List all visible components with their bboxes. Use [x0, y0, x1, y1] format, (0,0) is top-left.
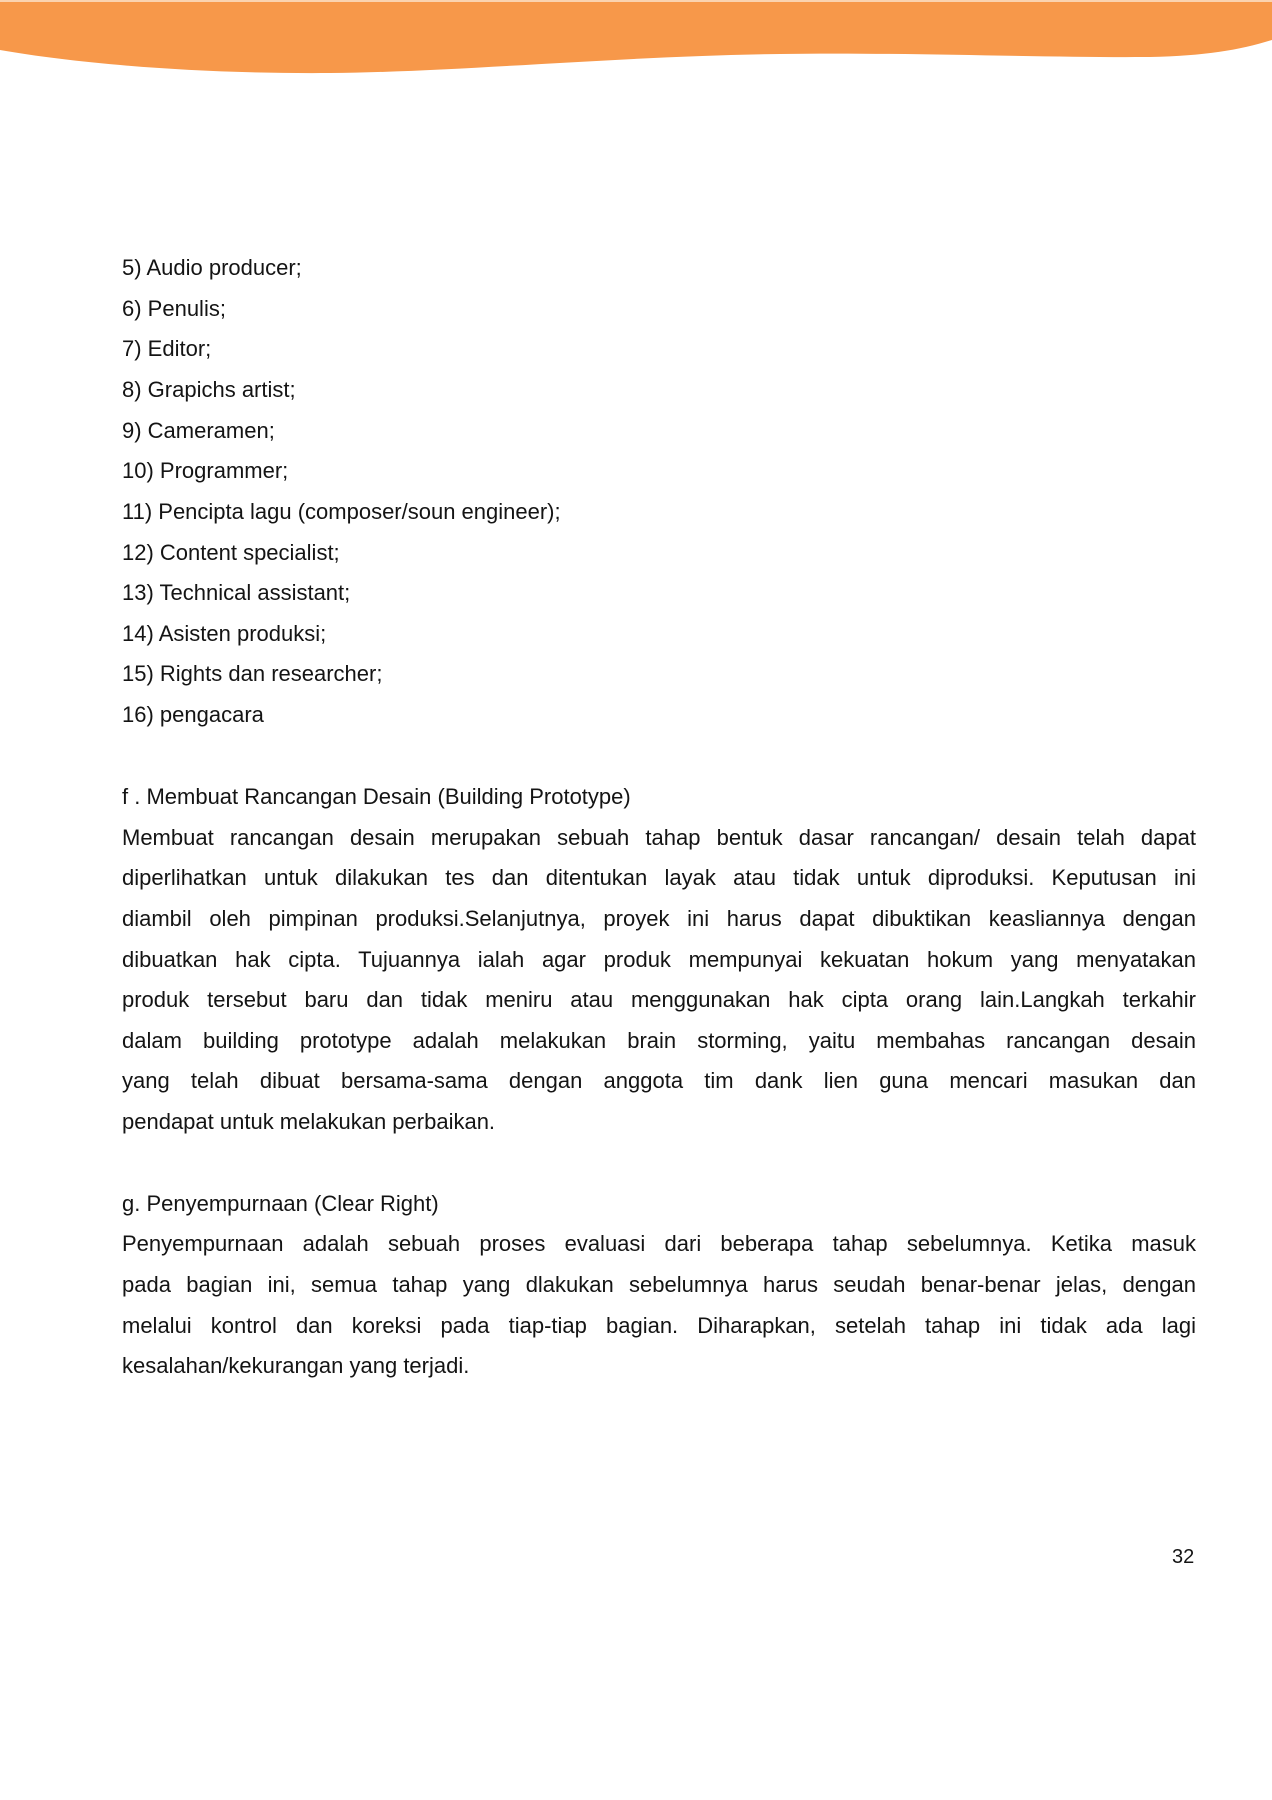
paragraph-line: pada bagian ini, semua tahap yang dlakukan sebelumnya harus seudah benar-benar jelas, dengan — [122, 1272, 1196, 1297]
header-wave-decoration — [0, 0, 1272, 80]
section-heading: f . Membuat Rancangan Desain (Building Prototype) — [122, 784, 631, 809]
paragraph-line: melalui kontrol dan koreksi pada tiap-tiap bagian. Diharapkan, setelah tahap ini tidak ada lagi — [122, 1313, 1196, 1338]
paragraph-line: pendapat untuk melakukan perbaikan. — [122, 1109, 496, 1134]
paragraph-line: diperlihatkan untuk dilakukan tes dan ditentukan layak atau tidak untuk diproduksi. Keputusan ini — [122, 865, 1196, 890]
list-item: 9) Cameramen; — [122, 418, 275, 443]
paragraph-line: produk tersebut baru dan tidak meniru atau menggunakan hak cipta orang lain.Langkah terkahir — [122, 987, 1196, 1012]
section-heading: g. Penyempurnaan (Clear Right) — [122, 1191, 439, 1216]
paragraph-line: Membuat rancangan desain merupakan sebuah tahap bentuk dasar rancangan/ desain telah dapat — [122, 825, 1196, 850]
list-item: 12) Content specialist; — [122, 540, 340, 565]
paragraph-line: diambil oleh pimpinan produksi.Selanjutnya, proyek ini harus dapat dibuktikan keasliannya dengan — [122, 906, 1196, 931]
list-item: 11) Pencipta lagu (composer/soun engineer); — [122, 499, 561, 524]
list-item: 7) Editor; — [122, 336, 212, 361]
paragraph-line: Penyempurnaan adalah sebuah proses evaluasi dari beberapa tahap sebelumnya. Ketika masuk — [122, 1231, 1196, 1256]
list-item: 10) Programmer; — [122, 458, 289, 483]
header-wave-shape — [0, 2, 1272, 73]
list-item: 15) Rights dan researcher; — [122, 661, 383, 686]
paragraph-line: dibuatkan hak cipta. Tujuannya ialah agar produk mempunyai kekuatan hokum yang menyatakan — [122, 947, 1196, 972]
list-item: 6) Penulis; — [122, 296, 226, 321]
paragraph-line: kesalahan/kekurangan yang terjadi. — [122, 1353, 470, 1378]
list-item: 5) Audio producer; — [122, 255, 302, 280]
list-item: 8) Grapichs artist; — [122, 377, 296, 402]
page-number: 32 — [1172, 1546, 1195, 1568]
paragraph-line: yang telah dibuat bersama-sama dengan anggota tim dank lien guna mencari masukan dan — [122, 1068, 1196, 1093]
list-item: 13) Technical assistant; — [122, 580, 351, 605]
list-item: 16) pengacara — [122, 702, 264, 727]
paragraph-line: dalam building prototype adalah melakukan brain storming, yaitu membahas rancangan desain — [122, 1028, 1196, 1053]
list-item: 14) Asisten produksi; — [122, 621, 327, 646]
